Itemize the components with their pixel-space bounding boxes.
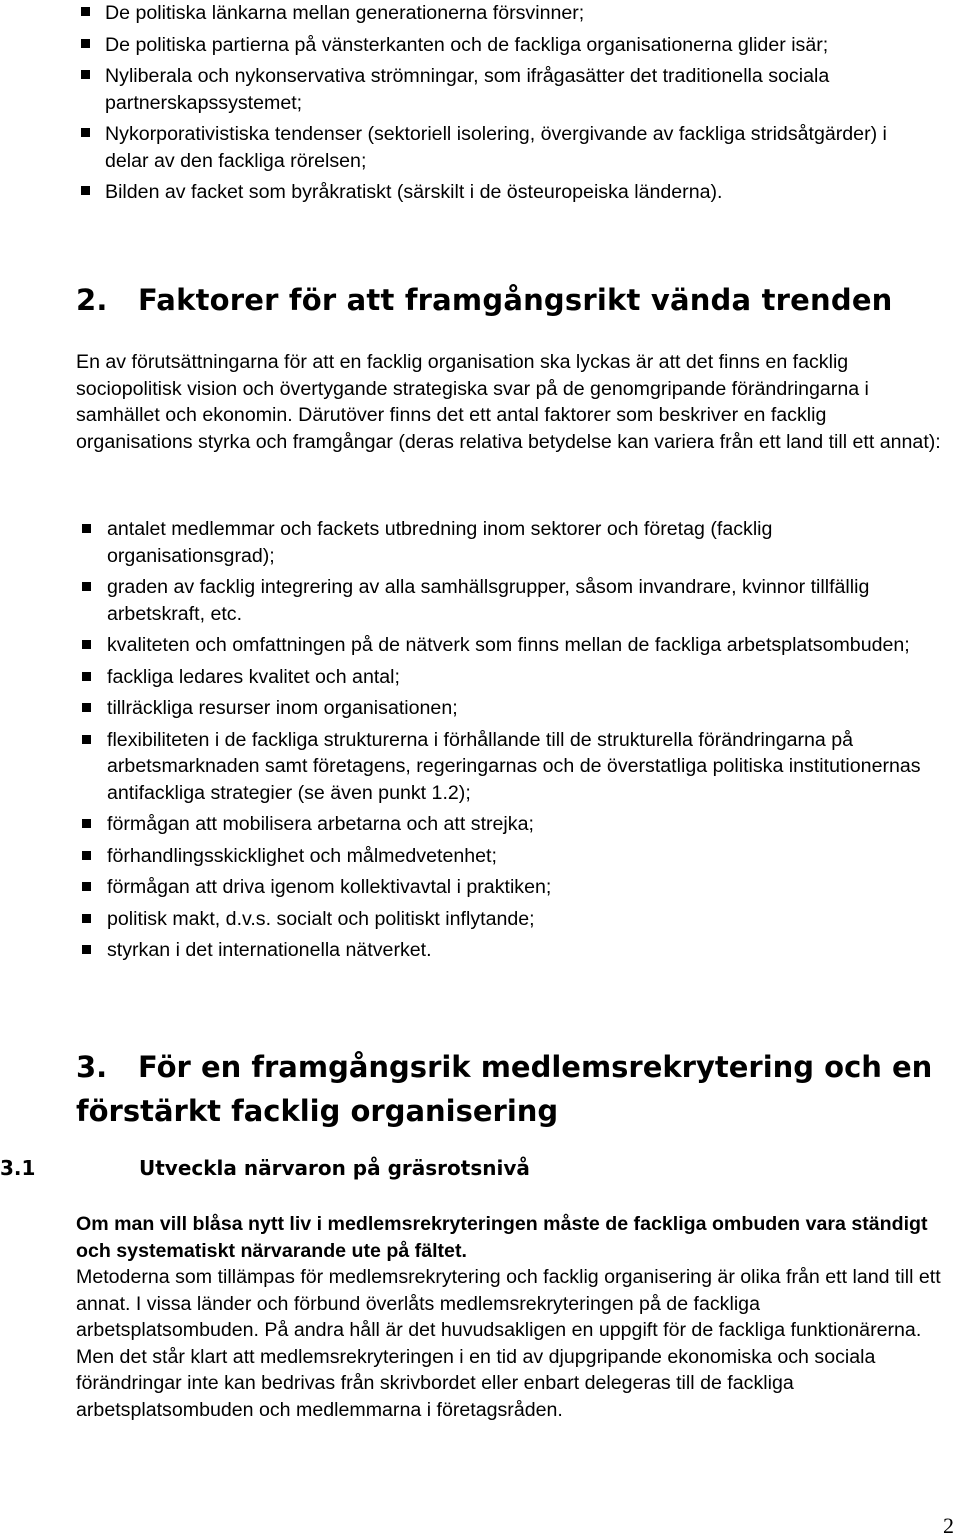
- lead-paragraph: Om man vill blåsa nytt liv i medlemsrekryteringen måste de fackliga ombuden vara ständigt och systematiskt närvarande ute på fältet.: [76, 1213, 928, 1262]
- square-bullet-icon: [82, 914, 91, 923]
- list-item: Bilden av facket som byråkratiskt (särskilt i de östeuropeiska länderna).: [105, 179, 935, 206]
- list-item: styrkan i det internationella nätverket.: [107, 937, 937, 964]
- list-item: antalet medlemmar och fackets utbredning inom sektorer och företag (facklig organisationsgrad);: [107, 516, 937, 569]
- list-item: förhandlingsskicklighet och målmedvetenhet;: [107, 843, 937, 870]
- list-item: flexibiliteten i de fackliga strukturerna i förhållande till de strukturella förändringarna på arbetsmarknaden samt företagens, regeringarnas och de överstatliga politiska institutionernas antifackliga strategier (se även punkt 1.2);: [107, 727, 937, 807]
- square-bullet-icon: [82, 582, 91, 591]
- section-number: 2.: [76, 283, 108, 317]
- body-paragraph: Metoderna som tillämpas för medlemsrekrytering och facklig organisering är olika från ett land till ett annat. I vissa länder och förbund överlåts medlemsrekryteringen på de fackliga arbetsplatsombuden. På andra håll är det huvudsakligen en uppgift för de fackliga funktionärerna. Men det står klart att medlemsrekryteringen i en tid av djupgripande ekonomiska och sociala förändringar inte kan bedrivas från skrivbordet eller enbart delegeras till de fackliga arbetsplatsombuden och medlemmarna i företagsråden.: [76, 1266, 941, 1421]
- subsection-title: Utveckla närvaron på gräsrotsnivå: [139, 1156, 530, 1180]
- square-bullet-icon: [81, 186, 90, 195]
- section-2-heading: [76, 283, 893, 317]
- square-bullet-icon: [82, 640, 91, 649]
- square-bullet-icon: [82, 945, 91, 954]
- list-item: Nyliberala och nykonservativa strömningar, som ifrågasätter det traditionella sociala partnerskapssystemet;: [105, 63, 935, 116]
- square-bullet-icon: [82, 735, 91, 744]
- subsection-3-1-heading: [0, 1156, 530, 1180]
- square-bullet-icon: [81, 7, 90, 16]
- square-bullet-icon: [81, 70, 90, 79]
- list-item: De politiska partierna på vänsterkanten och de fackliga organisationerna glider isär;: [105, 32, 935, 59]
- section-title-line-2: förstärkt facklig organisering: [76, 1094, 559, 1128]
- top-bullet-list: [105, 0, 935, 211]
- section-2-intro: En av förutsättningarna för att en facklig organisation ska lyckas är att det finns en facklig sociopolitisk vision och övertygande strategiska svar på de genomgripande förändringarna i samhället och ekonomin. Därutöver finns det ett antal faktorer som beskriver en facklig organisations styrka och framgångar (deras relativa betydelse kan variera från ett land till ett annat):: [76, 351, 941, 453]
- factors-list: [107, 516, 937, 969]
- page-number: 2: [943, 1513, 954, 1538]
- square-bullet-icon: [82, 851, 91, 860]
- list-item: förmågan att mobilisera arbetarna och att strejka;: [107, 811, 937, 838]
- section-number: 3.: [76, 1050, 108, 1084]
- square-bullet-icon: [81, 39, 90, 48]
- subsection-number: 3.1: [0, 1156, 36, 1180]
- list-item: fackliga ledares kvalitet och antal;: [107, 664, 937, 691]
- section-3-1-body: [76, 1211, 946, 1423]
- section-3-heading: [76, 1045, 932, 1133]
- list-item: förmågan att driva igenom kollektivavtal i praktiken;: [107, 874, 937, 901]
- square-bullet-icon: [82, 524, 91, 533]
- list-item: kvaliteten och omfattningen på de nätverk som finns mellan de fackliga arbetsplatsombuden;: [107, 632, 937, 659]
- list-item: graden av facklig integrering av alla samhällsgrupper, såsom invandrare, kvinnor tillfällig arbetskraft, etc.: [107, 574, 937, 627]
- square-bullet-icon: [82, 882, 91, 891]
- list-item: tillräckliga resurser inom organisationen;: [107, 695, 937, 722]
- square-bullet-icon: [81, 128, 90, 137]
- list-item: Nykorporativistiska tendenser (sektoriell isolering, övergivande av fackliga stridsåtgärder) i delar av den fackliga rörelsen;: [105, 121, 935, 174]
- list-item: politisk makt, d.v.s. socialt och politiskt inflytande;: [107, 906, 937, 933]
- list-item: De politiska länkarna mellan generationerna försvinner;: [105, 0, 935, 27]
- square-bullet-icon: [82, 703, 91, 712]
- square-bullet-icon: [82, 672, 91, 681]
- section-title: Faktorer för att framgångsrikt vända trenden: [138, 283, 893, 317]
- section-title-line-1: För en framgångsrik medlemsrekrytering och en: [138, 1050, 933, 1084]
- square-bullet-icon: [82, 819, 91, 828]
